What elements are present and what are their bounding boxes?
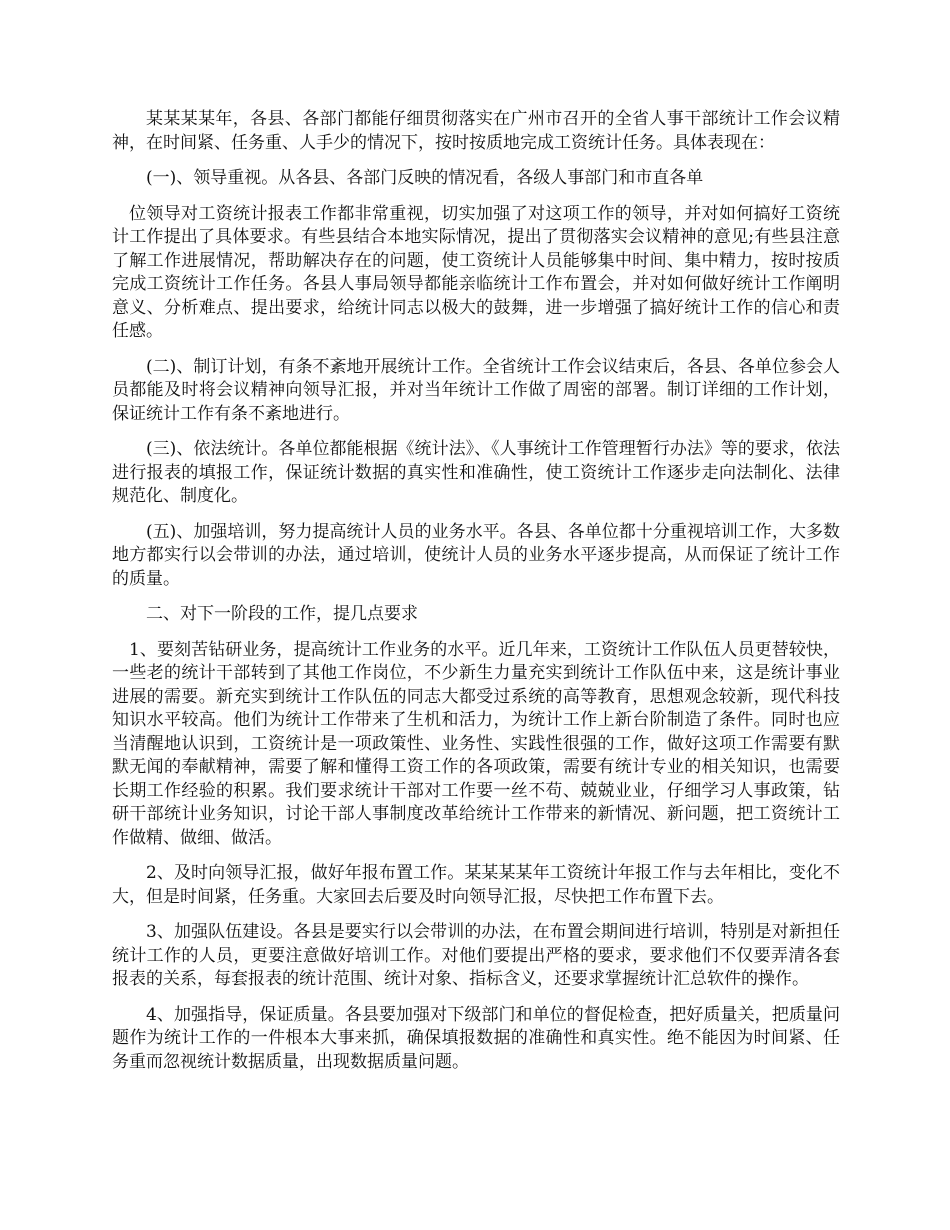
paragraph-requirement-4: 4、加强指导，保证质量。各县要加强对下级部门和单位的督促检查，把好质量关，把质量问题作为统计工作的一件根本大事来抓，确保填报数据的准确性和真实性。绝不能因为时间紧、任务重而忽视统计数据质量，出现数据质量问题。 — [112, 1004, 840, 1072]
paragraph-intro: 某某某某年，各县、各部门都能仔细贯彻落实在广州市召开的全省人事干部统计工作会议精神，在时间紧、任务重、人手少的情况下，按时按质地完成工资统计任务。具体表现在： — [112, 109, 840, 153]
paragraph-requirement-1: 1、要刻苦钻研业务，提高统计工作业务的水平。近几年来，工资统计工作队伍人员更替较快，一些老的统计干部转到了其他工作岗位，不少新生力量充实到统计工作队伍中来，这是统计事业进展的需要。新充实到统计工作队伍的同志大都受过系统的高等教育，思想观念较新，现代科技知识水平较高。他们为统计工作带来了生机和活力，为统计工作上新台阶制造了条件。同时也应当清醒地认识到，工资统计是一项政策性、业务性、实践性很强的工作，做好这项工作需要有默默无闻的奉献精神，需要了解和懂得工资工作的各项政策，需要有统计专业的相关知识，也需要长期工作经验的积累。我们要求统计干部对工作要一丝不苟、兢兢业业，仔细学习人事政策，钻研干部统计业务知识，讨论干部人事制度改革给统计工作带来的新情况、新问题，把工资统计工作做精、做细、做活。 — [112, 639, 840, 848]
paragraph-requirement-2: 2、及时向领导汇报，做好年报布置工作。某某某某年工资统计年报工作与去年相比，变化不大，但是时间紧，任务重。大家回去后要及时向领导汇报，尽快把工作布置下去。 — [112, 863, 840, 907]
paragraph-requirement-3: 3、加强队伍建设。各县是要实行以会带训的办法，在布置会期间进行培训，特别是对新担任统计工作的人员，更要注意做好培训工作。对他们要提出严格的要求，要求他们不仅要弄清各套报表的关系，每套报表的统计范围、统计对象、指标含义，还要求掌握统计汇总软件的操作。 — [112, 922, 840, 989]
paragraph-section-1-continued: 位领导对工资统计报表工作都非常重视，切实加强了对这项工作的领导，并对如何搞好工资统计工作提出了具体要求。有些县结合本地实际情况，提出了贯彻落实会议精神的意见;有些县注意了解工作进展情况，帮助解决存在的问题，使工资统计人员能够集中时间、集中精力，按时按质完成工资统计工作任务。各县人事局领导都能亲临统计工作布置会，并对如何做好统计工作阐明意义、分析难点、提出要求，给统计同志以极大的鼓舞，进一步增强了搞好统计工作的信心和责任感。 — [112, 203, 840, 341]
paragraph-section-5: (五)、加强培训，努力提高统计人员的业务水平。各县、各单位都十分重视培训工作，大多数地方都实行以会带训的办法，通过培训，使统计人员的业务水平逐步提高，从而保证了统计工作的质量。 — [112, 521, 840, 589]
heading-next-stage: 二、对下一阶段的工作，提几点要求 — [146, 604, 418, 624]
paragraph-section-3: (三)、依法统计。各单位都能根据《统计法》、《人事统计工作管理暂行办法》等的要求，依法进行报表的填报工作，保证统计数据的真实性和准确性，使工资统计工作逐步走向法制化、法律规范化、制度化。 — [112, 439, 840, 506]
document-body — [112, 108, 840, 1086]
paragraph-section-2: (二)、制订计划，有条不紊地开展统计工作。全省统计工作会议结束后，各县、各单位参会人员都能及时将会议精神向领导汇报，并对当年统计工作做了周密的部署。制订详细的工作计划，保证统计工作有条不紊地进行。 — [112, 356, 840, 424]
paragraph-section-1: (一)、领导重视。从各县、各部门反映的情况看，各级人事部门和市直各单 — [146, 168, 704, 188]
